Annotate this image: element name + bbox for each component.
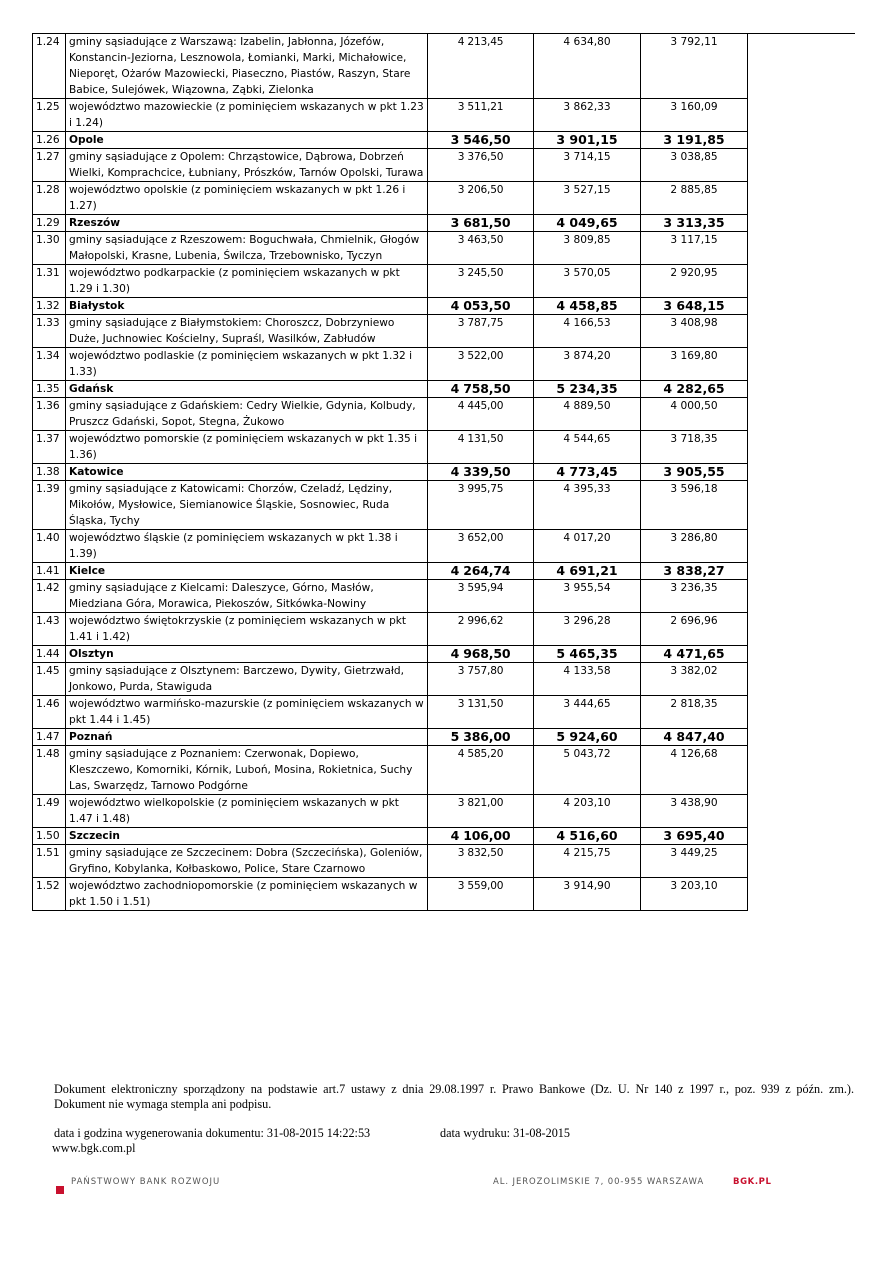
row-value-1: 3 376,50 xyxy=(428,149,534,182)
row-number: 1.51 xyxy=(33,845,66,878)
table-row xyxy=(33,696,748,729)
row-value-1: 3 595,94 xyxy=(428,580,534,613)
row-value-1: 3 206,50 xyxy=(428,182,534,215)
row-number: 1.37 xyxy=(33,431,66,464)
table-row-city xyxy=(33,132,748,149)
table-row xyxy=(33,580,748,613)
row-value-3: 3 695,40 xyxy=(641,828,748,845)
row-number: 1.33 xyxy=(33,315,66,348)
row-value-2: 3 527,15 xyxy=(534,182,641,215)
row-value-1: 3 681,50 xyxy=(428,215,534,232)
row-number: 1.30 xyxy=(33,232,66,265)
table-row xyxy=(33,348,748,381)
table-row-city xyxy=(33,828,748,845)
row-value-1: 3 463,50 xyxy=(428,232,534,265)
row-value-1: 4 339,50 xyxy=(428,464,534,481)
row-value-3: 4 471,65 xyxy=(641,646,748,663)
row-location: gminy sąsiadujące z Białymstokiem: Choroszcz, Dobrzyniewo Duże, Juchnowiec Kościelny, Supraśl, Wasilków, Zabłudów xyxy=(66,315,428,348)
table-row xyxy=(33,845,748,878)
row-value-1: 3 995,75 xyxy=(428,481,534,530)
row-location: województwo podkarpackie (z pominięciem wskazanych w pkt 1.29 i 1.30) xyxy=(66,265,428,298)
table-row-city xyxy=(33,729,748,746)
website-link[interactable]: www.bgk.com.pl xyxy=(52,1141,136,1155)
row-value-1: 3 832,50 xyxy=(428,845,534,878)
row-value-3: 3 792,11 xyxy=(641,34,748,99)
row-value-1: 3 757,80 xyxy=(428,663,534,696)
table-row-city xyxy=(33,298,748,315)
row-number: 1.49 xyxy=(33,795,66,828)
row-location: województwo podlaskie (z pominięciem wskazanych w pkt 1.32 i 1.33) xyxy=(66,348,428,381)
row-value-1: 5 386,00 xyxy=(428,729,534,746)
row-number: 1.36 xyxy=(33,398,66,431)
table-row xyxy=(33,431,748,464)
row-value-2: 3 444,65 xyxy=(534,696,641,729)
row-number: 1.44 xyxy=(33,646,66,663)
row-value-3: 4 847,40 xyxy=(641,729,748,746)
rates-table-body xyxy=(33,34,748,911)
table-row xyxy=(33,182,748,215)
row-value-3: 3 438,90 xyxy=(641,795,748,828)
row-location: Kielce xyxy=(66,563,428,580)
table-row xyxy=(33,398,748,431)
row-value-3: 3 286,80 xyxy=(641,530,748,563)
row-value-1: 4 758,50 xyxy=(428,381,534,398)
row-number: 1.24 xyxy=(33,34,66,99)
row-location: gminy sąsiadujące ze Szczecinem: Dobra (Szczecińska), Goleniów, Gryfino, Kobylanka, Kołbaskowo, Police, Stare Czarnowo xyxy=(66,845,428,878)
row-value-3: 4 282,65 xyxy=(641,381,748,398)
row-value-3: 3 160,09 xyxy=(641,99,748,132)
row-value-1: 3 522,00 xyxy=(428,348,534,381)
row-value-3: 3 038,85 xyxy=(641,149,748,182)
table-row xyxy=(33,149,748,182)
table-row-city xyxy=(33,464,748,481)
generation-datetime: data i godzina wygenerowania dokumentu: 31-08-2015 14:22:53 xyxy=(54,1126,371,1140)
row-value-2: 5 234,35 xyxy=(534,381,641,398)
row-number: 1.38 xyxy=(33,464,66,481)
row-value-1: 3 511,21 xyxy=(428,99,534,132)
row-location: Białystok xyxy=(66,298,428,315)
row-number: 1.48 xyxy=(33,746,66,795)
row-value-1: 3 652,00 xyxy=(428,530,534,563)
row-number: 1.26 xyxy=(33,132,66,149)
table-row xyxy=(33,265,748,298)
brand-logo-square-icon xyxy=(56,1186,64,1194)
row-value-2: 4 049,65 xyxy=(534,215,641,232)
row-number: 1.45 xyxy=(33,663,66,696)
row-value-3: 3 191,85 xyxy=(641,132,748,149)
row-number: 1.28 xyxy=(33,182,66,215)
row-value-2: 3 901,15 xyxy=(534,132,641,149)
table-row xyxy=(33,746,748,795)
row-value-2: 3 914,90 xyxy=(534,878,641,911)
row-value-3: 3 313,35 xyxy=(641,215,748,232)
row-location: województwo zachodniopomorskie (z pominięciem wskazanych w pkt 1.50 i 1.51) xyxy=(66,878,428,911)
row-location: województwo świętokrzyskie (z pominięciem wskazanych w pkt 1.41 i 1.42) xyxy=(66,613,428,646)
rates-table xyxy=(32,33,748,911)
no-stamp-notice: Dokument nie wymaga stempla ani podpisu. xyxy=(54,1097,272,1111)
table-row xyxy=(33,795,748,828)
table-row xyxy=(33,530,748,563)
row-location: gminy sąsiadujące z Opolem: Chrząstowice, Dąbrowa, Dobrzeń Wielki, Komprachcice, Łubniany, Prószków, Tarnów Opolski, Turawa xyxy=(66,149,428,182)
row-number: 1.43 xyxy=(33,613,66,646)
row-value-1: 4 585,20 xyxy=(428,746,534,795)
row-number: 1.46 xyxy=(33,696,66,729)
row-value-1: 4 106,00 xyxy=(428,828,534,845)
row-value-2: 4 544,65 xyxy=(534,431,641,464)
row-value-2: 4 166,53 xyxy=(534,315,641,348)
row-number: 1.42 xyxy=(33,580,66,613)
row-value-2: 4 773,45 xyxy=(534,464,641,481)
row-value-2: 4 395,33 xyxy=(534,481,641,530)
row-location: gminy sąsiadujące z Rzeszowem: Boguchwała, Chmielnik, Głogów Małopolski, Krasne, Lubenia, Świlcza, Trzebownisko, Tyczyn xyxy=(66,232,428,265)
row-value-1: 2 996,62 xyxy=(428,613,534,646)
row-value-1: 3 559,00 xyxy=(428,878,534,911)
row-number: 1.41 xyxy=(33,563,66,580)
row-number: 1.50 xyxy=(33,828,66,845)
table-row xyxy=(33,315,748,348)
row-value-3: 3 382,02 xyxy=(641,663,748,696)
row-location: gminy sąsiadujące z Katowicami: Chorzów, Czeladź, Lędziny, Mikołów, Mysłowice, Siemianowice Śląskie, Sosnowiec, Ruda Śląska, Tychy xyxy=(66,481,428,530)
row-number: 1.27 xyxy=(33,149,66,182)
table-row xyxy=(33,99,748,132)
row-number: 1.29 xyxy=(33,215,66,232)
row-value-3: 2 920,95 xyxy=(641,265,748,298)
row-value-2: 5 924,60 xyxy=(534,729,641,746)
row-value-2: 3 296,28 xyxy=(534,613,641,646)
row-value-3: 3 117,15 xyxy=(641,232,748,265)
row-value-1: 4 264,74 xyxy=(428,563,534,580)
row-value-1: 3 546,50 xyxy=(428,132,534,149)
row-value-1: 4 445,00 xyxy=(428,398,534,431)
row-location: Szczecin xyxy=(66,828,428,845)
row-value-2: 4 889,50 xyxy=(534,398,641,431)
row-value-3: 3 203,10 xyxy=(641,878,748,911)
row-location: województwo mazowieckie (z pominięciem wskazanych w pkt 1.23 i 1.24) xyxy=(66,99,428,132)
row-value-2: 3 874,20 xyxy=(534,348,641,381)
row-value-3: 2 885,85 xyxy=(641,182,748,215)
row-value-3: 3 905,55 xyxy=(641,464,748,481)
row-location: gminy sąsiadujące z Poznaniem: Czerwonak, Dopiewo, Kleszczewo, Komorniki, Kórnik, Luboń, Mosina, Rokietnica, Suchy Las, Swarzędz, Tarnowo Podgórne xyxy=(66,746,428,795)
row-value-3: 3 449,25 xyxy=(641,845,748,878)
row-value-3: 3 648,15 xyxy=(641,298,748,315)
row-value-1: 3 245,50 xyxy=(428,265,534,298)
row-number: 1.47 xyxy=(33,729,66,746)
row-location: gminy sąsiadujące z Olsztynem: Barczewo, Dywity, Gietrzwałd, Jonkowo, Purda, Stawiguda xyxy=(66,663,428,696)
row-location: Opole xyxy=(66,132,428,149)
row-location: Olsztyn xyxy=(66,646,428,663)
row-number: 1.31 xyxy=(33,265,66,298)
table-row xyxy=(33,613,748,646)
row-number: 1.40 xyxy=(33,530,66,563)
row-value-2: 3 955,54 xyxy=(534,580,641,613)
table-row-city xyxy=(33,381,748,398)
row-number: 1.35 xyxy=(33,381,66,398)
row-value-1: 3 821,00 xyxy=(428,795,534,828)
brand-url-link[interactable]: BGK.PL xyxy=(733,1177,772,1187)
row-value-3: 2 696,96 xyxy=(641,613,748,646)
row-value-3: 3 169,80 xyxy=(641,348,748,381)
row-value-3: 4 126,68 xyxy=(641,746,748,795)
row-value-3: 3 596,18 xyxy=(641,481,748,530)
table-row-city xyxy=(33,646,748,663)
brand-address: AL. JEROZOLIMSKIE 7, 00-955 WARSZAWA xyxy=(493,1177,705,1187)
row-value-3: 2 818,35 xyxy=(641,696,748,729)
row-value-2: 5 043,72 xyxy=(534,746,641,795)
row-location: Gdańsk xyxy=(66,381,428,398)
table-row xyxy=(33,663,748,696)
row-value-2: 5 465,35 xyxy=(534,646,641,663)
row-location: Poznań xyxy=(66,729,428,746)
row-location: gminy sąsiadujące z Warszawą: Izabelin, Jabłonna, Józefów, Konstancin-Jeziorna, Lesznowola, Łomianki, Marki, Michałowice, Nieporęt, Ożarów Mazowiecki, Piaseczno, Piastów, Raszyn, Stare Babice, Sulejówek, Wiązowna, Ząbki, Zielonka xyxy=(66,34,428,99)
row-number: 1.34 xyxy=(33,348,66,381)
row-value-1: 4 053,50 xyxy=(428,298,534,315)
row-value-1: 3 131,50 xyxy=(428,696,534,729)
table-row xyxy=(33,481,748,530)
row-location: województwo śląskie (z pominięciem wskazanych w pkt 1.38 i 1.39) xyxy=(66,530,428,563)
row-location: województwo pomorskie (z pominięciem wskazanych w pkt 1.35 i 1.36) xyxy=(66,431,428,464)
row-location: Katowice xyxy=(66,464,428,481)
row-value-2: 4 458,85 xyxy=(534,298,641,315)
row-number: 1.25 xyxy=(33,99,66,132)
row-location: gminy sąsiadujące z Gdańskiem: Cedry Wielkie, Gdynia, Kolbudy, Pruszcz Gdański, Sopot, Stegna, Żukowo xyxy=(66,398,428,431)
row-number: 1.32 xyxy=(33,298,66,315)
row-location: województwo wielkopolskie (z pominięciem wskazanych w pkt 1.47 i 1.48) xyxy=(66,795,428,828)
row-location: województwo opolskie (z pominięciem wskazanych w pkt 1.26 i 1.27) xyxy=(66,182,428,215)
legal-notice: Dokument elektroniczny sporządzony na podstawie art.7 ustawy z dnia 29.08.1997 r. Prawo Bankowe (Dz. U. Nr 140 z 1997 r., poz. 939 z późn. zm.). xyxy=(54,1082,854,1096)
row-location: województwo warmińsko-mazurskie (z pominięciem wskazanych w pkt 1.44 i 1.45) xyxy=(66,696,428,729)
row-value-2: 4 691,21 xyxy=(534,563,641,580)
row-value-3: 3 236,35 xyxy=(641,580,748,613)
row-value-2: 3 714,15 xyxy=(534,149,641,182)
row-value-2: 3 862,33 xyxy=(534,99,641,132)
row-value-1: 4 968,50 xyxy=(428,646,534,663)
row-location: Rzeszów xyxy=(66,215,428,232)
row-value-3: 4 000,50 xyxy=(641,398,748,431)
row-value-2: 4 215,75 xyxy=(534,845,641,878)
row-value-1: 4 131,50 xyxy=(428,431,534,464)
row-value-2: 4 017,20 xyxy=(534,530,641,563)
table-row xyxy=(33,878,748,911)
row-number: 1.39 xyxy=(33,481,66,530)
row-value-2: 3 809,85 xyxy=(534,232,641,265)
table-row xyxy=(33,232,748,265)
row-value-3: 3 838,27 xyxy=(641,563,748,580)
row-value-2: 4 516,60 xyxy=(534,828,641,845)
row-value-3: 3 408,98 xyxy=(641,315,748,348)
row-value-1: 3 787,75 xyxy=(428,315,534,348)
row-value-2: 4 634,80 xyxy=(534,34,641,99)
row-value-2: 4 203,10 xyxy=(534,795,641,828)
row-value-3: 3 718,35 xyxy=(641,431,748,464)
row-value-2: 3 570,05 xyxy=(534,265,641,298)
print-date: data wydruku: 31-08-2015 xyxy=(440,1126,570,1140)
row-value-1: 4 213,45 xyxy=(428,34,534,99)
row-value-2: 4 133,58 xyxy=(534,663,641,696)
table-row-city xyxy=(33,215,748,232)
row-location: gminy sąsiadujące z Kielcami: Daleszyce, Górno, Masłów, Miedziana Góra, Morawica, Piekoszów, Sitkówka-Nowiny xyxy=(66,580,428,613)
table-row xyxy=(33,34,748,99)
table-row-city xyxy=(33,563,748,580)
brand-name: PAŃSTWOWY BANK ROZWOJU xyxy=(71,1177,221,1187)
row-number: 1.52 xyxy=(33,878,66,911)
